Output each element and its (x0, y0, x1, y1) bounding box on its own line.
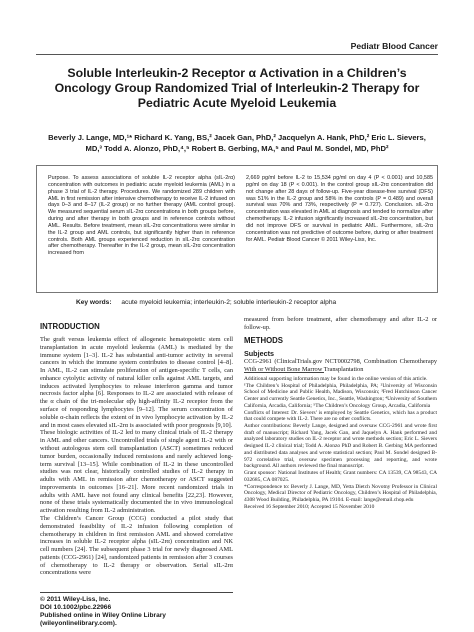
copyright-block: © 2011 Wiley-Liss, Inc. DOI 10.1002/pbc.22966 Published online in Wiley Online Library (wileyonlinelibrary.com). (40, 596, 166, 627)
keywords-label: Key words: (76, 299, 112, 306)
introduction-text: The graft versus leukemia effect of allogeneic hematopoietic stem cell transplantation in acute myeloid leukemia (AML) is mediated by the immune system [1–3]. IL-2 has substantial anti-tumor activity in several cancers in which the immune system contributes to disease control [4–8]. In AML, IL-2 can stimulate proliferation of antigen-specific T cells, can enhance cytolytic activity of natural killer cells against AML targets, and induces activated lymphocytes to release interferon gamma and tumor necrosis factor alpha [6]. Responses to IL-2 are associated with release of the α chain of the tri-molecular αβγ high-affinity IL-2 receptor from the surface of responding lymphocytes [9–12]. The serum concentration of soluble α-chain reflects the extent of in vivo lymphocyte activation by IL-2 and in most cases elevated sIL-2rα is associated with poor prognosis [9,10]. These biologic activities of IL-2 led to many clinical trials of IL-2 therapy in AML and other cancers. Uncontrolled trials of single agent IL-2 with or without autologous stem cell transplantation (ASCT) sometimes reduced tumor burden, occasionally induced remissions and rarely achieved long-term survival [13–15]. While combination of IL-2 in these uncontrolled studies was not clear, historically controlled studies of IL-2 therapy in adults with AML in remission after chemotherapy or ASCT suggested improvements in outcomes [16–21]. More recent randomized trials in adults with AML have not found any clinical benefits [22,23]. However, none of these trials systematically documented the in vivo immunological activation resulting from IL-2 administration. The Children’s Cancer Group (CCG) conducted a pilot study that demonstrated feasibility of IL-2 infusion following completion of chemotherapy in children in first remission AML and showed correlative increases in soluble IL-2 receptor alpha (sIL-2rα) concentration and NK cell numbers [24]. The subsequent phase 3 trial for newly diagnosed AML patients (CCG-2961) [24], randomized patients in remission after 3 courses of chemotherapy to IL-2 therapy or observation. Serial sIL-2rα concentrations were (40, 336, 233, 577)
footnotes: Additional supporting information may be found in the online version of this article. ¹The Children’s Hospital of Philadelphia, Philadelphia, PA; ²University of Wisconsin School of Medicine and Public Health, Madison, Wisconsin; ³Fred Hutchinson Cancer Center and currently Seattle Genetics, Inc., Seattle, Washington; ⁴University of Southern California, Arcadia, California; ⁵The Children’s Oncology Group, Arcadia, California Conflicts of Interest: Dr. Sievers’ is employed by Seattle Genetics, which has a product that could compete with IL-2. There are no other conflicts. Author contributions: Beverly Lange, designed and oversaw CCG-2961 and wrote first draft of manuscript; Richard Yang, Jacek Gan, and Jaquelyn A. Hank performed and analyzed laboratory studies on IL-2 receptor and wrote methods section; Eric L. Sievers designed IL-2 clinical trial; Todd A. Alonzo PhD and Robert B. Gerbing MA performed and distributed data analyses and wrote statistical section; Paul M. Sondel designed B-972 correlative trial, oversaw specimen processing and reporting, and wrote background. All authors reviewed the final manuscript. Grant sponsor: National Institutes of Health; Grant numbers: CA 13539, CA 98543, CA 032685, CA 087025. *Correspondence to: Beverly J. Lange, MD, Yetta Dietch Novotny Professor in Clinical Oncology, Medical Director of Pediatric Oncology, Children’s Hospital of Philadelphia, 4308 Wood Building, Philadelphia, PA 19104. E-mail: lange@email.chop.edu Received 16 September 2010; Accepted 15 November 2010 (244, 376, 437, 510)
journal-name: Pediatr Blood Cancer (350, 41, 438, 51)
copyright-rule (40, 592, 233, 593)
methods-heading: METHODS (244, 336, 283, 345)
keywords-text: acute myeloid leukemia; interleukin-2; soluble interleukin-2 receptor alpha (121, 299, 337, 306)
keywords-line (36, 292, 438, 313)
subjects-heading: Subjects (244, 349, 274, 358)
continued-text: measured from before treatment, after chemotherapy and after IL-2 or follow-up. (244, 316, 437, 331)
subjects-text: CCG-2961 (ClinicalTrials.gov NCT0002798, Combination Chemotherapy With or Without Bone Marrow Transplantation (244, 358, 437, 373)
footnote-rule (244, 372, 324, 373)
header-rule (36, 54, 438, 55)
article-title: Soluble Interleukin-2 Receptor α Activation in a Children’s Oncology Group Randomized Trial of Interleukin-2 Therapy for Pediatric Acute Myeloid Leukemia (54, 66, 420, 111)
abstract-left-column: Purpose. To assess associations of soluble IL-2 receptor alpha (sIL-2rα) concentration with outcomes in pediatric acute myeloid leukemia (AML) in a phase 3 trial of IL-2 therapy. Procedures. We randomized 289 children with AML in first remission after intensive chemotherapy to receive IL-2 infused on days 0–3 and 8–17 (IL-2 group) or no further therapy (AML control group). We measured sequential serum sIL-2rα concentrations in both groups before, during and after therapy in both groups and in reference controls without AML. Results. Before treatment, mean sIL-2rα concentrations were similar in the IL-2 group and AML controls, but significantly higher than in reference controls. Both AML groups experienced reduction in sIL-2rα concentration after chemotherapy. Thereafter in the IL-2 group, mean sIL-2rα concentration increased from (48, 175, 235, 257)
author-list: Beverly J. Lange, MD,¹* Richard K. Yang, BS,² Jacek Gan, PhD,² Jacquelyn A. Hank, PhD,² Eric L. Sievers, MD,³ Todd A. Alonzo, PhD,⁴,⁵ Robert B. Gerbing, MA,⁵ and Paul M. Sondel, MD, PhD² (48, 133, 426, 153)
introduction-heading: INTRODUCTION (40, 322, 100, 331)
abstract-right-column: 2,669 pg/ml before IL-2 to 15,534 pg/ml on day 4 (P < 0.001) and 10,585 pg/ml on day 18 (P < 0.001). In the control group sIL-2rα concentration did not change after 28 days of follow-up. Five-year disease-free survival (DFS) was 51% in the IL-2 group and 58% in the controls (P = 0.489) and overall survival was 70% and 73%, respectively (P = 0.727). Conclusion. sIL-2rα concentration was elevated in AML at diagnosis and tended to normalize after chemotherapy. IL-2 infusion significantly increased sIL-2rα concentration, but did not improve DFS or survival in pediatric AML. Furthermore, sIL-2rα concentration was not predictive of outcome before, during or after treatment for AML. Pediatr Blood Cancer © 2011 Wiley-Liss, Inc. (246, 175, 433, 243)
